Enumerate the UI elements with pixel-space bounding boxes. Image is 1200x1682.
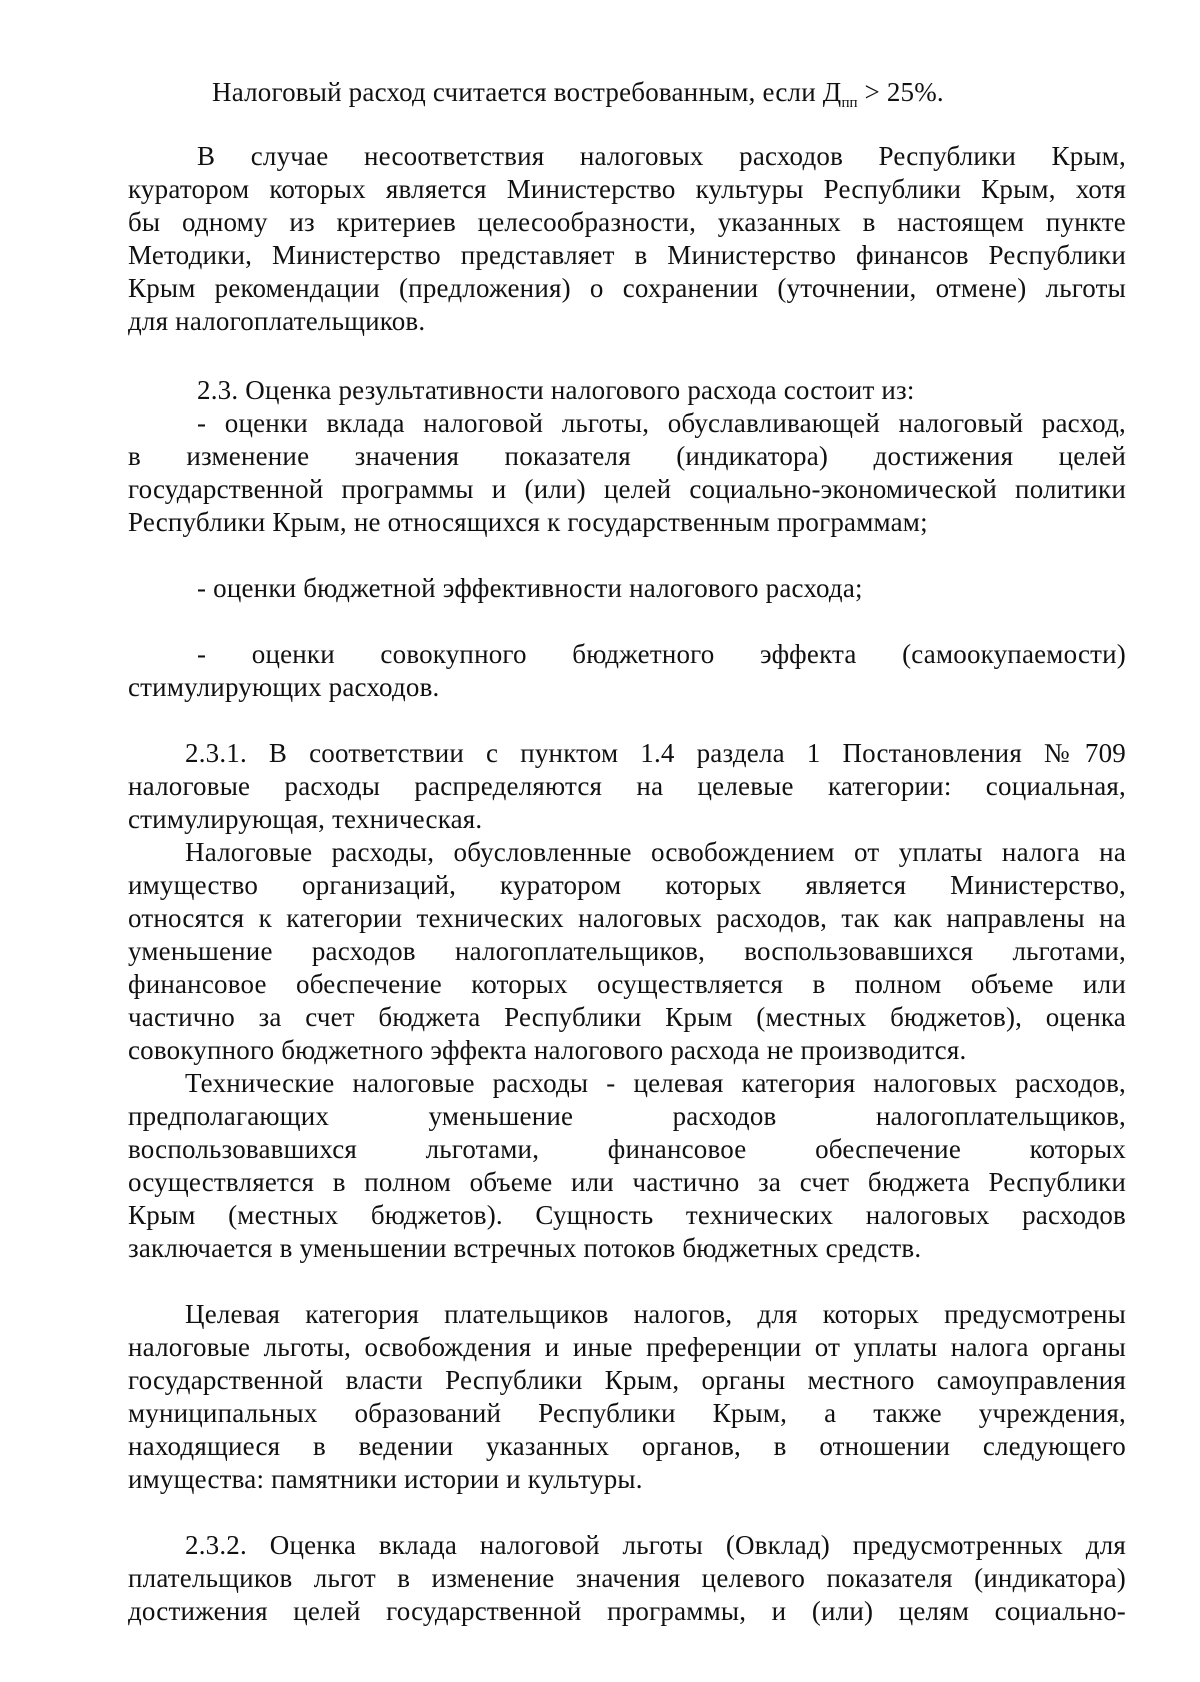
text-line: стимулирующих расходов. [128,672,440,702]
formula-text-before: Налоговый расход считается востребованным, если Д [212,77,842,107]
text-line: Республики Крым, не относящихся к государственным программам; [128,507,928,537]
text-line: имущества: памятники истории и культуры. [128,1464,643,1494]
text-line: Методики, Министерство представляет в Министерство финансов Республики [128,240,1126,270]
formula-text-after: > 25%. [857,77,944,107]
text-line: государственной власти Республики Крым, органы местного самоуправления [128,1365,1126,1395]
text-line: Технические налоговые расходы - целевая категория налоговых расходов, [185,1068,1126,1098]
text-line: совокупного бюджетного эффекта налогового расхода не производится. [128,1035,967,1065]
section-heading: 2.3. Оценка результативности налогового расхода состоит из: [197,375,915,405]
text-line: достижения целей государственной программы, и (или) целям социально- [128,1596,1126,1626]
text-line: муниципальных образований Республики Крым, а также учреждения, [128,1398,1126,1428]
text-line: - оценки вклада налоговой льготы, обуславливающей налоговый расход, [197,408,1126,438]
text-line: государственной программы и (или) целей социально-экономической политики [128,474,1126,504]
text-line: для налогоплательщиков. [128,306,426,336]
text-line: В случае несоответствия налоговых расходов Республики Крым, [197,141,1126,171]
formula-line [212,76,944,120]
text-line: заключается в уменьшении встречных потоков бюджетных средств. [128,1233,922,1263]
text-line: относятся к категории технических налоговых расходов, так как направлены на [128,903,1126,933]
text-line: - оценки бюджетной эффективности налогового расхода; [197,573,863,603]
text-line: предполагающих уменьшение расходов налогоплательщиков, [128,1101,1126,1131]
text-line: воспользовавшихся льготами, финансовое обеспечение которых [128,1134,1126,1164]
text-line: в изменение значения показателя (индикатора) достижения целей [128,441,1126,471]
text-line: Налоговые расходы, обусловленные освобождением от уплаты налога на [185,837,1126,867]
text-line: налоговые льготы, освобождения и иные преференции от уплаты налога органы [128,1332,1126,1362]
text-line: 2.3.2. Оценка вклада налоговой льготы (Овклад) предусмотренных для [185,1530,1126,1560]
text-line: финансовое обеспечение которых осуществляется в полном объеме или [128,969,1126,999]
text-line: 2.3.1. В соответствии с пунктом 1.4 раздела 1 Постановления №709 [185,738,1126,768]
text-line: стимулирующая, техническая. [128,804,483,834]
text-line: находящиеся в ведении указанных органов, в отношении следующего [128,1431,1126,1461]
text-line: бы одному из критериев целесообразности, указанных в настоящем пункте [128,207,1126,237]
text-line: частично за счет бюджета Республики Крым (местных бюджетов), оценка [128,1002,1126,1032]
text-line: Крым рекомендации (предложения) о сохранении (уточнении, отмене) льготы [128,273,1126,303]
text-line: - оценки совокупного бюджетного эффекта (самоокупаемости) [197,639,1126,669]
text-line: Целевая категория плательщиков налогов, для которых предусмотрены [185,1299,1126,1329]
text-line: куратором которых является Министерство культуры Республики Крым, хотя [128,174,1126,204]
text-line: налоговые расходы распределяются на целевые категории: социальная, [128,771,1126,801]
text-line: уменьшение расходов налогоплательщиков, воспользовавшихся льготами, [128,936,1126,966]
text-line: имущество организаций, куратором которых является Министерство, [128,870,1126,900]
text-line: Крым (местных бюджетов). Сущность технических налоговых расходов [128,1200,1126,1230]
text-line: плательщиков льгот в изменение значения целевого показателя (индикатора) [128,1563,1126,1593]
formula-subscript: пп [841,95,858,111]
text-line: осуществляется в полном объеме или частично за счет бюджета Республики [128,1167,1126,1197]
